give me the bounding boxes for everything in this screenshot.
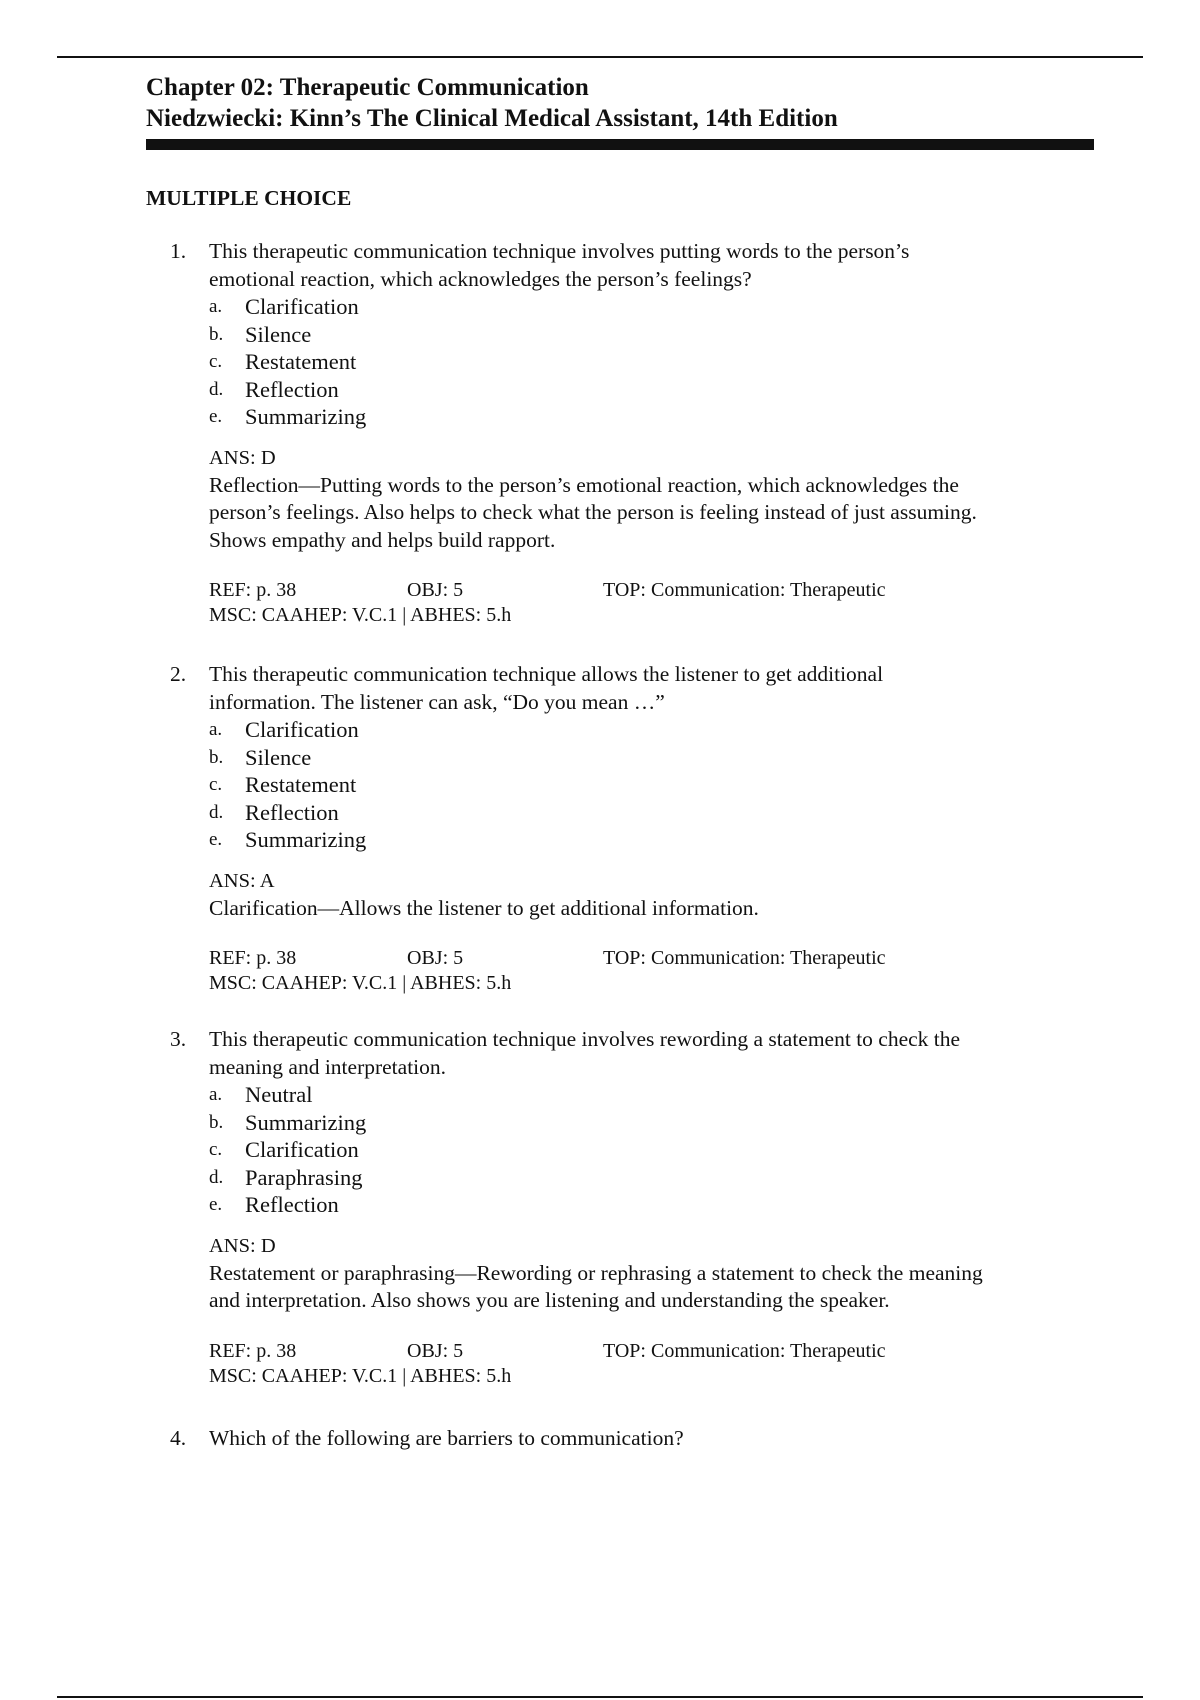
question-metadata [209, 1339, 1090, 1389]
obj-label: OBJ: 5 [407, 1339, 464, 1362]
choice-list [209, 1081, 1090, 1219]
answer-rationale: Restatement or paraphrasing—Rewording or rephrasing a statement to check the meaning and interpretation. Also shows you are listening and understanding the speaker. [209, 1260, 983, 1312]
choice-e: e. Summarizing [209, 404, 367, 429]
chapter-title: Chapter 02: Therapeutic Communication [146, 74, 589, 101]
choice-a: a. Neutral [209, 1082, 313, 1107]
question-2 [170, 660, 1090, 996]
top-label: TOP: Communication: Therapeutic [603, 579, 886, 601]
msc-label: MSC: CAAHEP: V.C.1 | ABHES: 5.h [209, 604, 512, 626]
obj-label: OBJ: 5 [407, 947, 464, 969]
choice-c: c. Restatement [209, 349, 357, 374]
question-metadata [209, 946, 1090, 996]
choice-a: a. Clarification [209, 294, 359, 319]
book-title: Niedzwiecki: Kinn’s The Clinical Medical Assistant, 14th Edition [146, 105, 838, 132]
choice-d: d. Reflection [209, 376, 339, 402]
ref-label: REF: p. 38 [209, 947, 297, 969]
answer-key: ANS: D [209, 1234, 276, 1257]
answer-key: ANS: A [209, 869, 275, 892]
top-rule [57, 56, 1143, 58]
choice-a: a. Clarification [209, 717, 359, 742]
question-3 [170, 1025, 1090, 1389]
question-number: 3. [170, 1027, 187, 1051]
choice-c: c. Clarification [209, 1137, 359, 1162]
choice-d: d. Paraphrasing [209, 1164, 363, 1190]
question-stem: This therapeutic communication technique allows the listener to get additional information. The listener can ask, “Do you mean …” [209, 662, 884, 714]
msc-label: MSC: CAAHEP: V.C.1 | ABHES: 5.h [209, 1364, 512, 1387]
choice-d: d. Reflection [209, 799, 339, 825]
ref-label: REF: p. 38 [209, 579, 297, 601]
question-number: 4. [170, 1426, 187, 1450]
choice-b: b. Silence [209, 744, 312, 770]
answer-rationale: Clarification—Allows the listener to get additional information. [209, 895, 759, 920]
msc-label: MSC: CAAHEP: V.C.1 | ABHES: 5.h [209, 972, 512, 994]
bottom-rule [57, 1696, 1143, 1698]
document-header [146, 72, 1094, 150]
choice-b: b. Summarizing [209, 1109, 367, 1135]
choice-e: e. Summarizing [209, 827, 367, 852]
question-stem: Which of the following are barriers to communication? [209, 1426, 684, 1450]
choice-list [209, 293, 1090, 431]
choice-e: e. Reflection [209, 1192, 339, 1217]
header-bar [146, 139, 1094, 150]
top-label: TOP: Communication: Therapeutic [603, 947, 886, 969]
section-title: MULTIPLE CHOICE [146, 186, 352, 210]
question-metadata [209, 578, 1090, 628]
question-stem: This therapeutic communication technique involves rewording a statement to check the meaning and interpretation. [209, 1027, 961, 1079]
ref-label: REF: p. 38 [209, 1339, 297, 1362]
choice-list [209, 716, 1090, 854]
question-4 [170, 1424, 1090, 1452]
answer-rationale: Reflection—Putting words to the person’s emotional reaction, which acknowledges the person’s feelings. Also helps to check what the person is feeling instead of just assuming. Shows empathy and helps build rapport. [209, 472, 977, 552]
question-stem: This therapeutic communication technique involves putting words to the person’s emotional reaction, which acknowledges the person’s feelings? [209, 239, 910, 291]
question-1 [170, 237, 1090, 628]
answer-key: ANS: D [209, 446, 276, 469]
obj-label: OBJ: 5 [407, 579, 464, 601]
top-label: TOP: Communication: Therapeutic [603, 1339, 886, 1362]
question-number: 1. [170, 239, 187, 263]
question-number: 2. [170, 662, 187, 686]
choice-c: c. Restatement [209, 772, 357, 797]
choice-b: b. Silence [209, 321, 312, 347]
